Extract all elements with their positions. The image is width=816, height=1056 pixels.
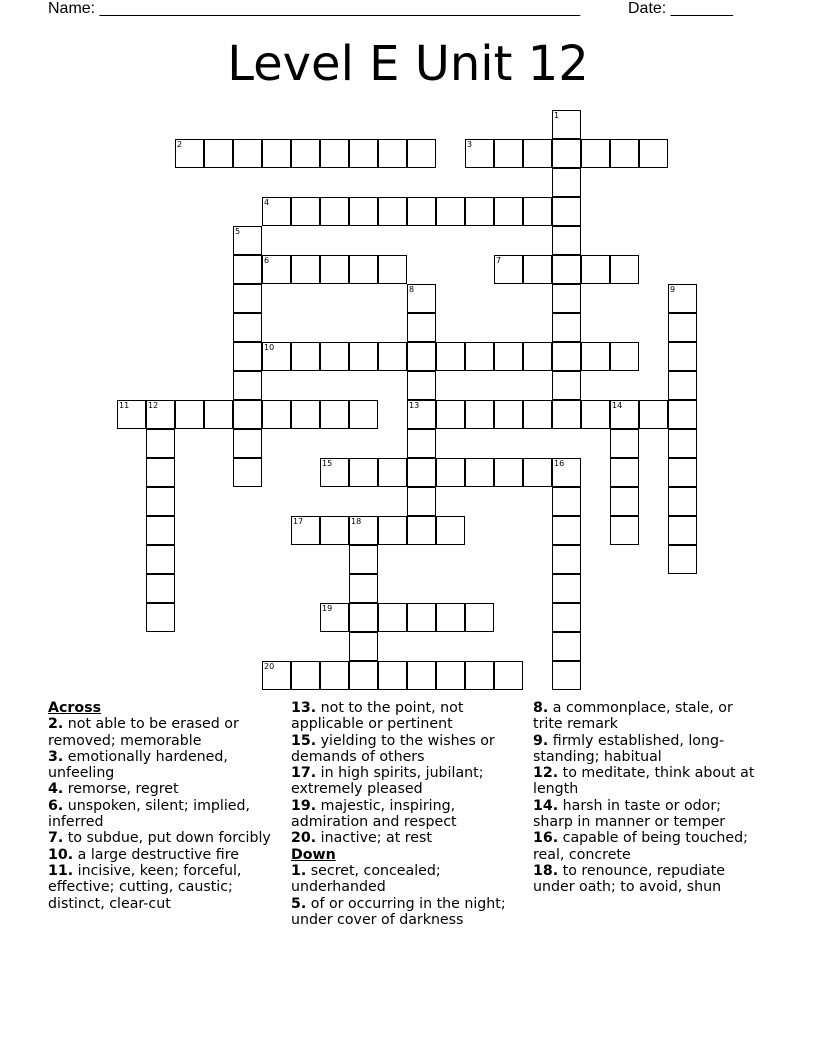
grid-cell[interactable] (610, 342, 639, 371)
grid-cell[interactable] (262, 661, 291, 690)
grid-cell[interactable] (146, 458, 175, 487)
grid-cell[interactable] (378, 139, 407, 168)
grid-cell[interactable] (436, 603, 465, 632)
grid-cell[interactable] (610, 255, 639, 284)
clue-item-number: 13. (291, 700, 317, 716)
grid-cell[interactable] (552, 458, 581, 487)
grid-cell[interactable] (291, 197, 320, 226)
grid-cell[interactable] (668, 371, 697, 400)
clue-item-number: 11. (48, 862, 74, 879)
clue-item-number: 14. (533, 797, 559, 814)
clues-column-1 (48, 700, 278, 912)
grid-cell[interactable] (262, 197, 291, 226)
grid-cell[interactable] (378, 603, 407, 632)
grid-cell[interactable] (233, 429, 262, 458)
clue-number: 18 (351, 517, 362, 526)
page-title: Level E Unit 12 (227, 36, 589, 92)
grid-cell[interactable] (407, 342, 436, 371)
grid-cell[interactable] (581, 255, 610, 284)
clue-item-text: inactive; at rest (316, 830, 432, 847)
grid-cell[interactable] (436, 661, 465, 690)
grid-cell[interactable] (552, 545, 581, 574)
grid-cell[interactable] (465, 400, 494, 429)
clue-item-text: majestic, inspiring, admiration and respect (291, 797, 457, 831)
grid-cell[interactable] (465, 342, 494, 371)
grid-cell[interactable] (639, 139, 668, 168)
grid-cell[interactable] (668, 458, 697, 487)
grid-cell[interactable] (349, 516, 378, 545)
grid-cell[interactable] (668, 429, 697, 458)
grid-cell[interactable] (349, 661, 378, 690)
grid-cell[interactable] (552, 661, 581, 690)
clue-item-text: emotionally hardened, unfeeling (48, 748, 228, 782)
grid-cell[interactable] (233, 255, 262, 284)
grid-cell[interactable] (291, 139, 320, 168)
name-field-label: Name: ______________________________________________________ (48, 0, 581, 17)
date-field-label: Date: _______ (628, 0, 733, 17)
grid-cell[interactable] (552, 516, 581, 545)
across-clue-list (48, 716, 278, 912)
down-clue-list (291, 863, 523, 928)
clue-item-number: 12. (533, 765, 559, 782)
clue-item (291, 830, 523, 846)
grid-cell[interactable] (291, 661, 320, 690)
grid-cell[interactable] (610, 400, 639, 429)
clue-item-number: 5. (291, 895, 307, 912)
clue-item-text: to renounce, repudiate under oath; to avoid, shun (533, 862, 726, 896)
grid-cell[interactable] (494, 342, 523, 371)
clue-item-number: 15. (291, 732, 317, 749)
grid-cell[interactable] (523, 139, 552, 168)
grid-cell[interactable] (668, 284, 697, 313)
clue-item-number: 17. (291, 765, 317, 782)
clue-number: 2 (177, 140, 183, 149)
clue-item-number: 6. (48, 797, 64, 814)
grid-cell[interactable] (378, 661, 407, 690)
grid-cell[interactable] (465, 661, 494, 690)
grid-cell[interactable] (233, 226, 262, 255)
clue-number: 19 (322, 604, 333, 613)
grid-cell[interactable] (320, 197, 349, 226)
grid-cell[interactable] (407, 516, 436, 545)
grid-cell[interactable] (320, 458, 349, 487)
clue-item (533, 830, 765, 863)
grid-cell[interactable] (610, 516, 639, 545)
clue-item (533, 733, 765, 766)
grid-cell[interactable] (668, 342, 697, 371)
grid-cell[interactable] (378, 197, 407, 226)
grid-cell[interactable] (407, 487, 436, 516)
grid-cell[interactable] (349, 342, 378, 371)
clue-item-number: 7. (48, 830, 64, 847)
clue-item (48, 716, 278, 749)
grid-cell[interactable] (552, 632, 581, 661)
grid-cell[interactable] (552, 139, 581, 168)
clue-item (48, 781, 278, 797)
grid-cell[interactable] (552, 226, 581, 255)
grid-cell[interactable] (639, 400, 668, 429)
clues-column-3 (533, 700, 765, 896)
grid-cell[interactable] (494, 139, 523, 168)
grid-cell[interactable] (146, 429, 175, 458)
grid-cell[interactable] (407, 458, 436, 487)
grid-cell[interactable] (407, 429, 436, 458)
grid-cell[interactable] (610, 139, 639, 168)
grid-cell[interactable] (436, 342, 465, 371)
clue-item-text: harsh in taste or odor; sharp in manner or temper (533, 797, 726, 831)
clue-item-text: capable of being touched; real, concrete (533, 830, 748, 863)
clue-number: 7 (496, 256, 502, 265)
grid-cell[interactable] (552, 284, 581, 313)
clue-item-text: remorse, regret (63, 781, 179, 798)
grid-cell[interactable] (175, 400, 204, 429)
clue-item (48, 798, 278, 831)
grid-cell[interactable] (378, 516, 407, 545)
grid-cell[interactable] (146, 487, 175, 516)
grid-cell[interactable] (436, 400, 465, 429)
grid-cell[interactable] (610, 458, 639, 487)
grid-cell[interactable] (262, 400, 291, 429)
clue-item-number: 19. (291, 797, 317, 814)
clue-number: 17 (293, 517, 304, 526)
grid-cell[interactable] (378, 342, 407, 371)
clue-item-number: 20. (291, 830, 317, 847)
clue-item-number: 8. (533, 700, 549, 716)
clue-item-text: a large destructive fire (73, 846, 239, 863)
grid-cell[interactable] (291, 342, 320, 371)
clue-item-text: to meditate, think about at length (533, 765, 755, 798)
grid-cell[interactable] (407, 603, 436, 632)
clue-number: 3 (467, 140, 473, 149)
clue-item-number: 2. (48, 716, 64, 733)
grid-cell[interactable] (233, 371, 262, 400)
grid-cell[interactable] (262, 139, 291, 168)
grid-cell[interactable] (146, 545, 175, 574)
grid-cell[interactable] (349, 255, 378, 284)
grid-cell[interactable] (436, 197, 465, 226)
grid-cell[interactable] (320, 603, 349, 632)
grid-cell[interactable] (349, 545, 378, 574)
grid-cell[interactable] (146, 574, 175, 603)
clue-item-text: in high spirits, jubilant; extremely pleased (291, 765, 484, 798)
clue-item-text: firmly established, long-standing; habitual (533, 732, 725, 765)
grid-cell[interactable] (349, 400, 378, 429)
grid-cell[interactable] (465, 458, 494, 487)
grid-cell[interactable] (407, 139, 436, 168)
grid-cell[interactable] (233, 400, 262, 429)
clue-item (291, 700, 523, 733)
grid-cell[interactable] (320, 255, 349, 284)
grid-cell[interactable] (668, 516, 697, 545)
clue-number: 20 (264, 662, 275, 671)
grid-cell[interactable] (494, 255, 523, 284)
grid-cell[interactable] (233, 284, 262, 313)
grid-cell[interactable] (581, 342, 610, 371)
clue-item (533, 700, 765, 733)
grid-cell[interactable] (320, 139, 349, 168)
grid-cell[interactable] (610, 429, 639, 458)
clue-item-number: 9. (533, 732, 549, 749)
grid-cell[interactable] (552, 313, 581, 342)
grid-cell[interactable] (146, 400, 175, 429)
grid-cell[interactable] (262, 342, 291, 371)
clue-item-number: 3. (48, 748, 64, 765)
grid-cell[interactable] (407, 661, 436, 690)
clue-number: 5 (235, 227, 241, 236)
clue-number: 9 (670, 285, 676, 294)
grid-cell[interactable] (523, 197, 552, 226)
clue-item-number: 10. (48, 846, 74, 863)
clue-item-number: 16. (533, 830, 559, 847)
grid-cell[interactable] (465, 603, 494, 632)
grid-cell[interactable] (552, 371, 581, 400)
grid-cell[interactable] (349, 458, 378, 487)
clue-number: 8 (409, 285, 415, 294)
grid-cell[interactable] (378, 458, 407, 487)
clue-item-number: 18. (533, 862, 559, 879)
grid-cell[interactable] (117, 400, 146, 429)
grid-cell[interactable] (291, 255, 320, 284)
grid-cell[interactable] (552, 400, 581, 429)
clue-number: 10 (264, 343, 275, 352)
grid-cell[interactable] (407, 313, 436, 342)
clue-item (533, 798, 765, 831)
clue-number: 12 (148, 401, 159, 410)
grid-cell[interactable] (581, 400, 610, 429)
clue-item (291, 863, 523, 896)
clue-item-text: yielding to the wishes or demands of others (291, 732, 495, 765)
grid-cell[interactable] (436, 458, 465, 487)
grid-cell[interactable] (552, 168, 581, 197)
grid-cell[interactable] (349, 197, 378, 226)
grid-cell[interactable] (552, 110, 581, 139)
clue-item-text: a commonplace, stale, or trite remark (533, 700, 733, 733)
grid-cell[interactable] (668, 313, 697, 342)
clue-number: 14 (612, 401, 623, 410)
grid-cell[interactable] (552, 342, 581, 371)
grid-cell[interactable] (407, 371, 436, 400)
clue-item-text: to subdue, put down forcibly (63, 830, 271, 847)
grid-cell[interactable] (378, 255, 407, 284)
grid-cell[interactable] (320, 516, 349, 545)
grid-cell[interactable] (233, 313, 262, 342)
grid-cell[interactable] (407, 284, 436, 313)
grid-cell[interactable] (610, 487, 639, 516)
grid-cell[interactable] (494, 458, 523, 487)
grid-cell[interactable] (291, 516, 320, 545)
clue-item-number: 4. (48, 781, 64, 798)
grid-cell[interactable] (233, 458, 262, 487)
grid-cell[interactable] (552, 574, 581, 603)
grid-cell[interactable] (233, 139, 262, 168)
clue-item (291, 896, 523, 929)
clue-item (291, 733, 523, 766)
grid-cell[interactable] (233, 342, 262, 371)
grid-cell[interactable] (204, 139, 233, 168)
grid-cell[interactable] (204, 400, 233, 429)
clue-number: 16 (554, 459, 565, 468)
grid-cell[interactable] (523, 458, 552, 487)
grid-cell[interactable] (494, 661, 523, 690)
clue-number: 11 (119, 401, 130, 410)
grid-cell[interactable] (407, 197, 436, 226)
clue-number: 15 (322, 459, 333, 468)
grid-cell[interactable] (262, 255, 291, 284)
grid-cell[interactable] (552, 487, 581, 516)
clue-item (48, 847, 278, 863)
clue-number: 4 (264, 198, 270, 207)
grid-cell[interactable] (668, 545, 697, 574)
grid-cell[interactable] (494, 197, 523, 226)
grid-cell[interactable] (465, 139, 494, 168)
grid-cell[interactable] (494, 400, 523, 429)
grid-cell[interactable] (320, 661, 349, 690)
clue-item-text: of or occurring in the night; under cover of darkness (291, 895, 506, 928)
grid-cell[interactable] (552, 603, 581, 632)
clue-item (48, 863, 278, 912)
clues-column-2 (291, 700, 523, 928)
grid-cell[interactable] (552, 197, 581, 226)
grid-cell[interactable] (349, 139, 378, 168)
clue-item (48, 830, 278, 846)
clue-item-text: secret, concealed; underhanded (291, 862, 441, 896)
clue-number: 1 (554, 111, 560, 120)
across-clue-list-continued (291, 700, 523, 847)
clue-item (291, 765, 523, 798)
grid-cell[interactable] (581, 139, 610, 168)
clue-item-text: incisive, keen; forceful, effective; cutting, caustic; distinct, clear-cut (48, 862, 242, 912)
grid-cell[interactable] (146, 603, 175, 632)
grid-cell[interactable] (465, 197, 494, 226)
grid-cell[interactable] (523, 400, 552, 429)
across-heading: Across (48, 700, 102, 716)
grid-cell[interactable] (349, 632, 378, 661)
down-heading: Down (291, 846, 336, 863)
grid-cell[interactable] (552, 255, 581, 284)
clue-item (48, 749, 278, 782)
clue-item-text: not to the point, not applicable or pertinent (291, 700, 464, 733)
grid-cell[interactable] (523, 255, 552, 284)
grid-cell[interactable] (523, 342, 552, 371)
clue-item-text: unspoken, silent; implied, inferred (48, 797, 251, 831)
clue-item (533, 765, 765, 798)
clue-item-number: 1. (291, 862, 307, 879)
grid-cell[interactable] (407, 400, 436, 429)
clue-item (291, 798, 523, 831)
clue-item (533, 863, 765, 896)
down-clue-list-continued (533, 700, 765, 896)
clue-number: 13 (409, 401, 420, 410)
grid-cell[interactable] (146, 516, 175, 545)
grid-cell[interactable] (291, 400, 320, 429)
grid-cell[interactable] (320, 400, 349, 429)
clue-number: 6 (264, 256, 270, 265)
grid-cell[interactable] (349, 574, 378, 603)
grid-cell[interactable] (668, 400, 697, 429)
grid-cell[interactable] (349, 603, 378, 632)
grid-cell[interactable] (175, 139, 204, 168)
grid-cell[interactable] (668, 487, 697, 516)
grid-cell[interactable] (436, 516, 465, 545)
clue-item-text: not able to be erased or removed; memorable (48, 716, 239, 749)
grid-cell[interactable] (320, 342, 349, 371)
